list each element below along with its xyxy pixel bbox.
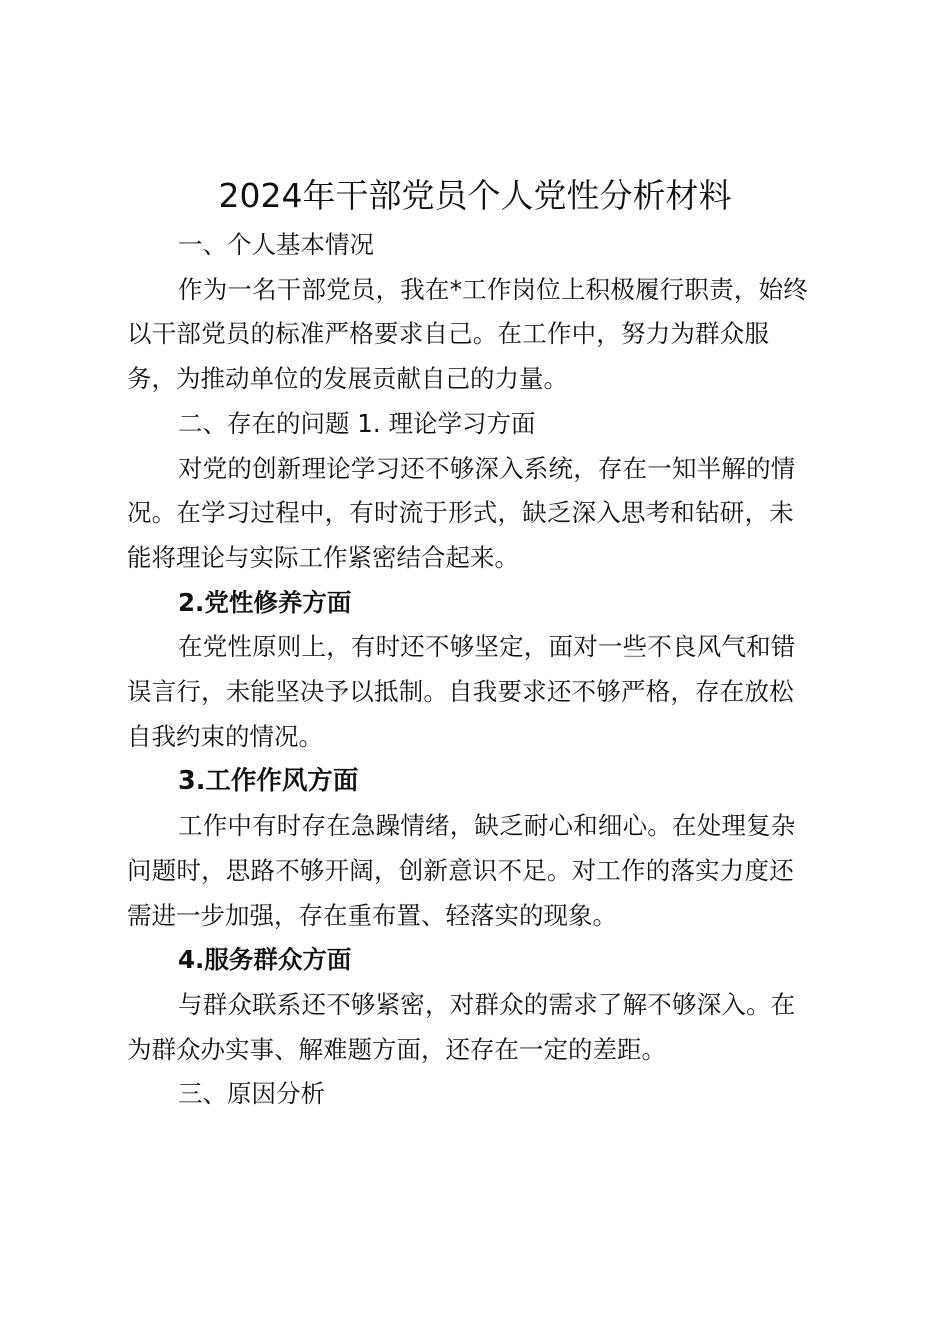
paragraph-line: 为群众办实事、解难题方面，还存在一定的差距。 — [127, 1034, 666, 1064]
subsection-heading-work-style: 3.工作作风方面 — [178, 766, 359, 797]
section-heading-2: 二、存在的问题 1. 理论学习方面 — [178, 408, 536, 438]
paragraph-line: 作为一名干部党员，我在*工作岗位上积极履行职责，始终 — [178, 274, 808, 304]
paragraph-line: 问题时，思路不够开阔，创新意识不足。对工作的落实力度还 — [127, 855, 794, 885]
subsection-heading-serving-public: 4.服务群众方面 — [178, 945, 352, 975]
paragraph-theory-study — [127, 447, 835, 581]
section-heading-3: 三、原因分析 — [178, 1079, 325, 1109]
paragraph-serving-public — [127, 983, 835, 1072]
paragraph-line: 在党性原则上，有时还不够坚定，面对一些不良风气和错 — [178, 632, 796, 662]
section-heading-1: 一、个人基本情况 — [178, 230, 374, 259]
paragraph-line: 以干部党员的标准严格要求自己。在工作中，努力为群众服 — [127, 319, 770, 349]
paragraph-line: 能将理论与实际工作紧密结合起来。 — [127, 542, 519, 572]
paragraph-line: 务，为推动单位的发展贡献自己的力量。 — [127, 364, 568, 394]
paragraph-line: 自我约束的情况。 — [127, 721, 323, 751]
paragraph-line: 对党的创新理论学习还不够深入系统，存在一知半解的情 — [178, 453, 796, 483]
subsection-heading-party-cultivation: 2.党性修养方面 — [178, 587, 352, 617]
paragraph-line: 况。在学习过程中，有时流于形式，缺乏深入思考和钻研，未 — [127, 498, 794, 528]
paragraph-line: 需进一步加强，存在重布置、轻落实的现象。 — [127, 900, 617, 930]
document-title: 2024年干部党员个人党性分析材料 — [218, 176, 732, 215]
paragraph-work-style — [127, 804, 835, 938]
paragraph-line: 工作中有时存在急躁情绪，缺乏耐心和细心。在处理复杂 — [178, 811, 796, 841]
document-body — [127, 223, 835, 1117]
paragraph-basic-info — [127, 268, 835, 402]
paragraph-line: 误言行，未能坚决予以抵制。自我要求还不够严格，存在放松 — [127, 677, 794, 707]
paragraph-line: 与群众联系还不够紧密，对群众的需求了解不够深入。在 — [178, 989, 796, 1019]
paragraph-party-cultivation — [127, 625, 835, 759]
